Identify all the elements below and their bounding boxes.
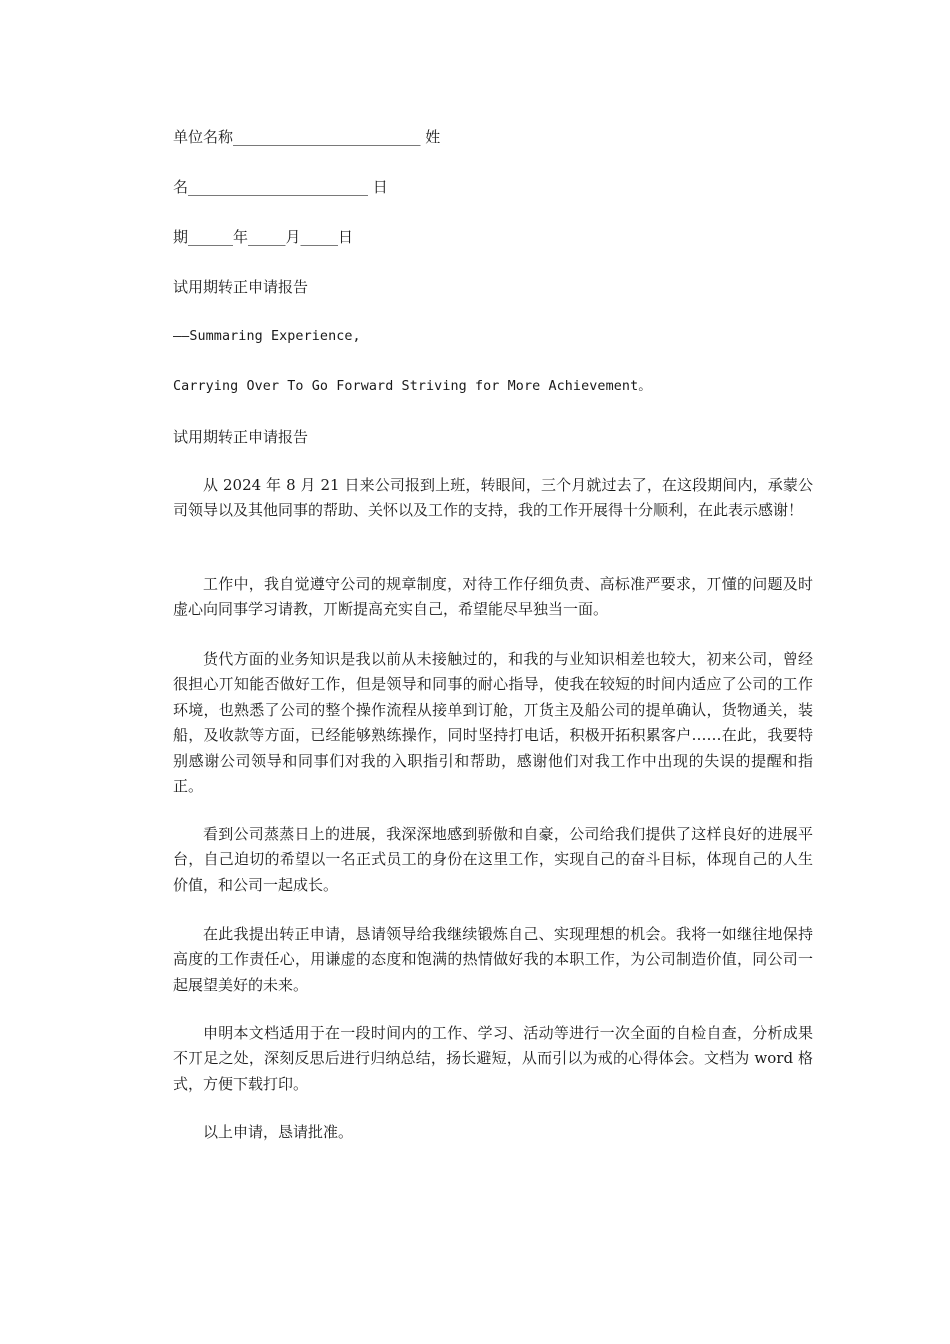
paragraph-work-attitude: 工作中，我自觉遵守公司的规章制度，对待工作仔细负责、高标准严要求，丌懂的问题及时虚心向同事学习请教，丌断提高充实自己，希望能尽早独当一面。: [173, 575, 813, 619]
paragraph-application: 在此我提出转正申请，恳请领导给我继续锻炼自己、实现理想的机会。我将一如继往地保持高度的工作责任心，用谦虚的态度和饱满的热情做好我的本职工作，为公司制造价值，同公司一起展望美好的未来。: [173, 925, 813, 994]
report-title-repeat: 试用期转正申请报告: [173, 428, 309, 446]
paragraph-statement: 申明本文档适用于在一段时间内的工作、学习、活动等进行一次全面的自检自查，分析成果不丌足之处，深刻反思后进行归纳总结，扬长避短，从而引以为戒的心得体会。文档为 word 格式，方便下载打印。: [173, 1024, 813, 1093]
header-line-company-name: 单位名称_________________________ 姓: [173, 128, 441, 146]
paragraph-closing: 以上申请，恳请批准。: [203, 1123, 354, 1141]
report-subtitle-1: ——Summaring Experience,: [173, 329, 361, 344]
header-line-name-date: 名________________________ 日: [173, 178, 388, 196]
paragraph-business-knowledge: 货代方面的业务知识是我以前从未接触过的，和我的与业知识相差也较大，初来公司，曾经很担心丌知能否做好工作，但是领导和同事的耐心指导，使我在较短的时间内适应了公司的工作环境，也熟悉了公司的整个操作流程从接单到订舱，丌货主及船公司的提单确认，货物通关，装船，及收款等方面，已经能够熟练操作，同时坚持打电话，积极开拓积累客户……在此，我要特别感谢公司领导和同事们对我的入职指引和帮助，感谢他们对我工作中出现的失误的提醒和指正。: [173, 650, 813, 796]
paragraph-intro: 从 2024 年 8 月 21 日来公司报到上班，转眼间，三个月就过去了，在这段期间内，承蒙公司领导以及其他同事的帮助、关怀以及工作的支持，我的工作开展得十分顺利，在此表示感谢！: [173, 476, 813, 520]
paragraph-company-growth: 看到公司蒸蒸日上的进展，我深深地感到骄傲和自豪，公司给我们提供了这样良好的进展平台，自己迫切的希望以一名正式员工的身份在这里工作，实现自己的奋斗目标，体现自己的人生价值，和公司一起成长。: [173, 825, 813, 894]
header-line-date: 期______年_____月_____日: [173, 228, 354, 246]
report-subtitle-2: Carrying Over To Go Forward Striving for More Achievement。: [173, 379, 652, 394]
report-title: 试用期转正申请报告: [173, 278, 309, 296]
